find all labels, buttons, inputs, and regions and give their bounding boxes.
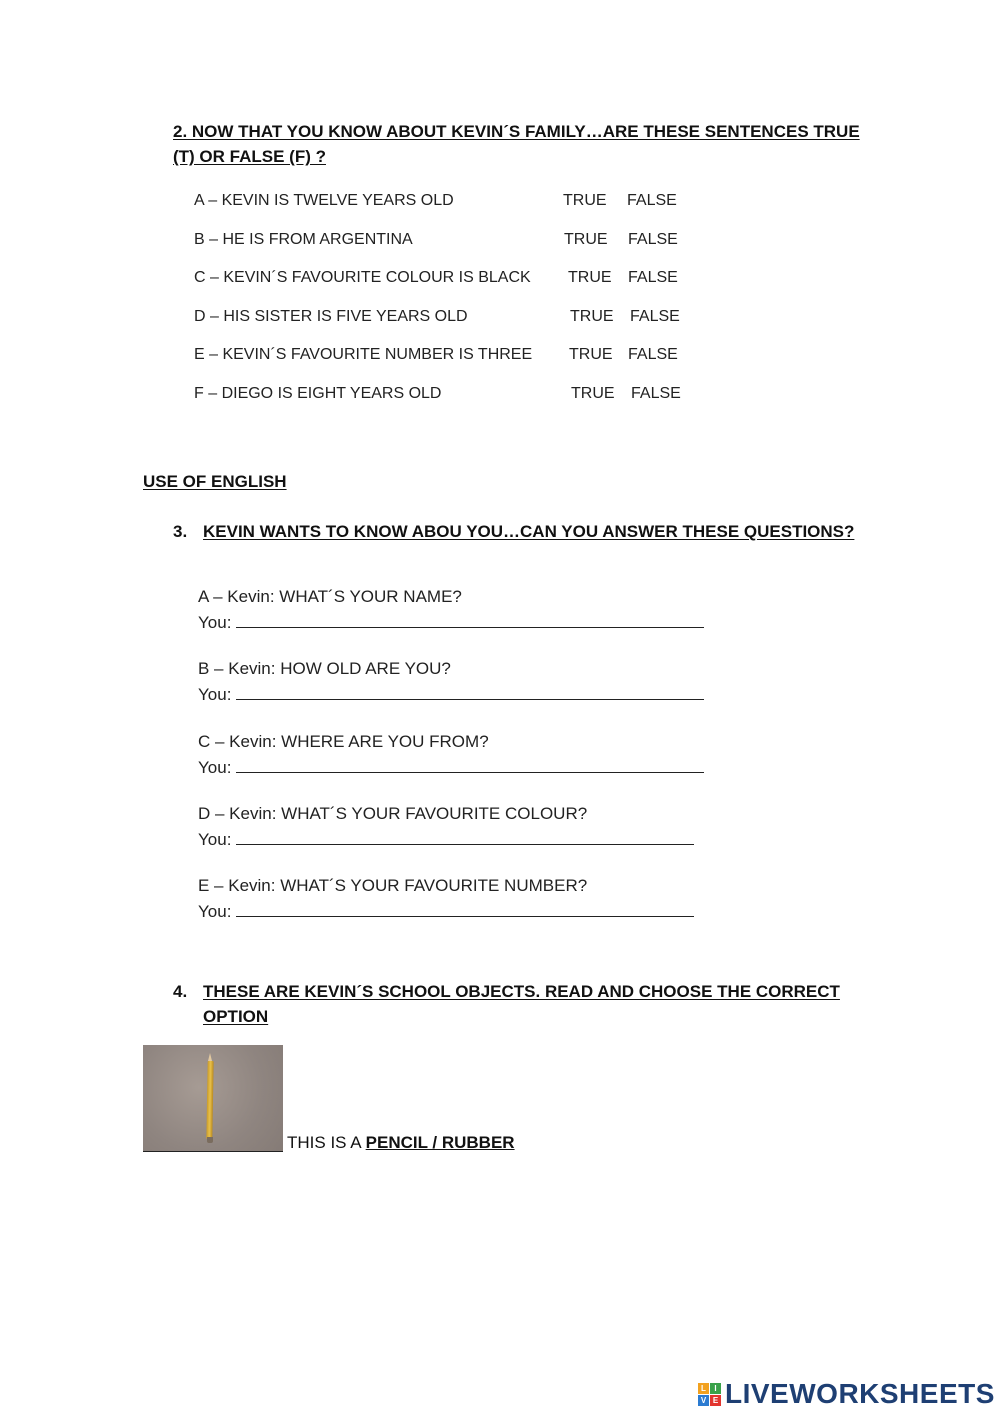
section3-heading-text: KEVIN WANTS TO KNOW ABOU YOU…CAN YOU ANSWER THESE QUESTIONS? — [203, 522, 855, 541]
answer-label: You: — [198, 685, 232, 704]
true-option[interactable]: TRUE — [564, 231, 608, 248]
pencil-photo — [143, 1045, 283, 1152]
question-text: C – Kevin: WHERE ARE YOU FROM? — [198, 732, 489, 751]
tf-statement: B – HE IS FROM ARGENTINA — [194, 231, 413, 248]
section2-heading — [173, 119, 860, 169]
section2-heading-line1: 2. NOW THAT YOU KNOW ABOUT KEVIN´S FAMILY…ARE THESE SENTENCES TRUE — [173, 122, 860, 141]
question-text: D – Kevin: WHAT´S YOUR FAVOURITE COLOUR? — [198, 804, 588, 823]
tf-statement: C – KEVIN´S FAVOURITE COLOUR IS BLACK — [194, 269, 531, 286]
answer-label: You: — [198, 902, 232, 921]
question-text: B – Kevin: HOW OLD ARE YOU? — [198, 659, 451, 678]
logo-cell: E — [710, 1395, 721, 1406]
use-of-english-title: USE OF ENGLISH — [143, 472, 287, 491]
pencil-icon — [206, 1061, 213, 1139]
object-prefix: THIS IS A — [287, 1133, 362, 1152]
section4-number: 4. — [173, 982, 188, 1001]
object-item — [287, 1132, 515, 1154]
pencil-tip — [208, 1053, 212, 1061]
section3-number: 3. — [173, 522, 188, 541]
answer-blank[interactable] — [236, 681, 704, 700]
answer-label: You: — [198, 830, 232, 849]
false-option[interactable]: FALSE — [628, 269, 678, 286]
logo-cell: I — [710, 1383, 721, 1394]
logo-text: LIVEWORKSHEETS — [725, 1378, 995, 1409]
logo-cell: L — [698, 1383, 709, 1394]
true-option[interactable]: TRUE — [571, 385, 615, 402]
false-option[interactable]: FALSE — [627, 192, 677, 209]
object-choice[interactable]: PENCIL / RUBBER — [365, 1133, 515, 1152]
logo-mark-icon — [698, 1383, 721, 1406]
tf-statement: A – KEVIN IS TWELVE YEARS OLD — [194, 192, 454, 209]
false-option[interactable]: FALSE — [631, 385, 681, 402]
question-text: E – Kevin: WHAT´S YOUR FAVOURITE NUMBER? — [198, 876, 588, 895]
liveworksheets-logo — [698, 1378, 995, 1410]
answer-blank[interactable] — [236, 754, 704, 773]
section4-heading-line1: THESE ARE KEVIN´S SCHOOL OBJECTS. READ AND CHOOSE THE CORRECT — [203, 982, 840, 1001]
section2-heading-line2: (T) OR FALSE (F) ? — [173, 147, 326, 166]
logo-cell: V — [698, 1395, 709, 1406]
question-a — [198, 585, 704, 635]
answer-label: You: — [198, 613, 232, 632]
false-option[interactable]: FALSE — [628, 231, 678, 248]
question-c — [198, 730, 704, 780]
true-option[interactable]: TRUE — [570, 308, 614, 325]
answer-blank[interactable] — [236, 826, 694, 845]
true-option[interactable]: TRUE — [569, 346, 613, 363]
section3-heading — [173, 519, 854, 544]
false-option[interactable]: FALSE — [628, 346, 678, 363]
true-option[interactable]: TRUE — [568, 269, 612, 286]
question-e — [198, 874, 694, 924]
question-b — [198, 657, 704, 707]
section4-heading — [173, 979, 840, 1029]
answer-label: You: — [198, 758, 232, 777]
true-option[interactable]: TRUE — [563, 192, 607, 209]
pencil-end — [207, 1137, 213, 1143]
tf-statement: F – DIEGO IS EIGHT YEARS OLD — [194, 385, 442, 402]
tf-statement: D – HIS SISTER IS FIVE YEARS OLD — [194, 308, 468, 325]
question-text: A – Kevin: WHAT´S YOUR NAME? — [198, 587, 462, 606]
answer-blank[interactable] — [236, 898, 694, 917]
false-option[interactable]: FALSE — [630, 308, 680, 325]
tf-statement: E – KEVIN´S FAVOURITE NUMBER IS THREE — [194, 346, 533, 363]
section4-heading-line2: OPTION — [203, 1007, 269, 1026]
question-d — [198, 802, 694, 852]
answer-blank[interactable] — [236, 609, 704, 628]
